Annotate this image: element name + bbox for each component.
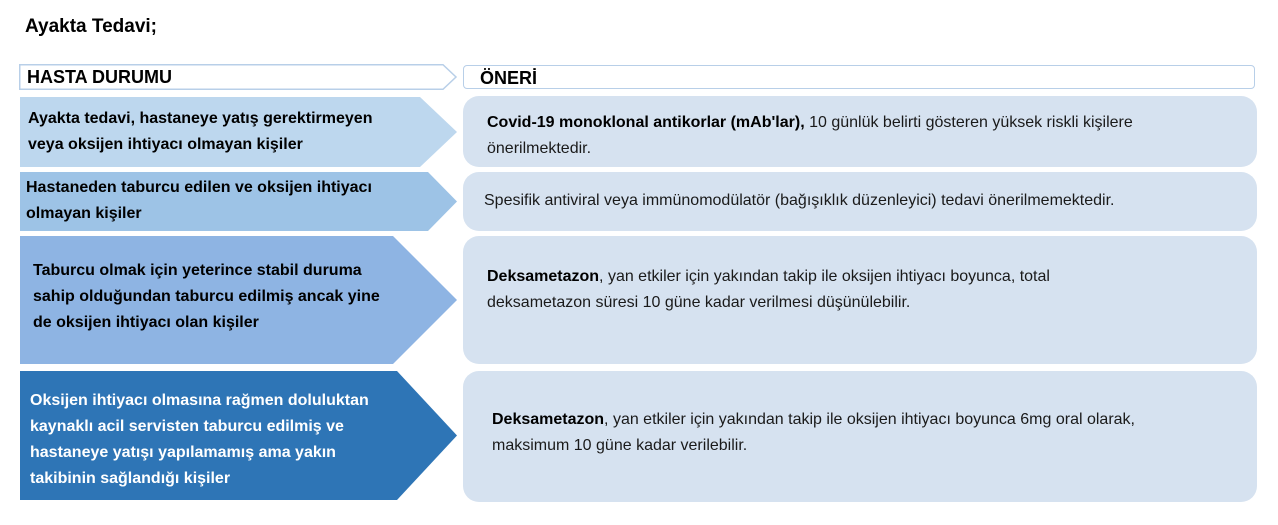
condition-4-line-3: hastaneye yatışı yapılamamış ama yakın <box>30 444 336 461</box>
header-right-label: ÖNERİ <box>480 68 538 88</box>
condition-3-line-2: sahip olduğundan taburcu edilmiş ancak yine <box>33 288 380 305</box>
condition-2-line-1: Hastaneden taburcu edilen ve oksijen ihtiyacı <box>26 179 372 196</box>
recommendation-4-line-1: , yan etkiler için yakından takip ile oksijen ihtiyacı boyunca 6mg oral olarak, <box>604 411 1135 428</box>
header-left-label: HASTA DURUMU <box>27 67 172 87</box>
condition-4-line-2: kaynaklı acil servisten taburcu edilmiş ve <box>30 418 344 435</box>
condition-arrow-3 <box>20 236 460 364</box>
condition-4-line-1: Oksijen ihtiyacı olmasına rağmen doluluktan <box>30 392 369 409</box>
page-title: Ayakta Tedavi; <box>25 16 157 37</box>
recommendation-1-bold: Covid-19 monoklonal antikorlar (mAb'lar), <box>487 114 805 131</box>
recommendation-3-line-1: , yan etkiler için yakından takip ile oksijen ihtiyacı boyunca, total <box>599 268 1050 285</box>
recommendation-3-bold: Deksametazon <box>487 268 600 285</box>
recommendation-1-line-2: önerilmektedir. <box>487 140 592 157</box>
recommendation-3-line-2: deksametazon süresi 10 güne kadar verilmesi düşünülebilir. <box>487 294 911 311</box>
recommendation-box-4 <box>463 371 1257 502</box>
recommendation-1-line-1: 10 günlük belirti gösteren yüksek riskli kişilere <box>804 114 1133 131</box>
condition-2-line-2: olmayan kişiler <box>26 205 142 222</box>
condition-arrow-2 <box>20 172 460 231</box>
header-oneri <box>463 65 1255 89</box>
condition-4-line-4: takibinin sağlandığı kişiler <box>30 470 231 487</box>
condition-arrow-1 <box>20 97 460 167</box>
recommendation-4-line-2: maksimum 10 güne kadar verilebilir. <box>492 437 748 454</box>
recommendation-box-3 <box>463 236 1257 364</box>
recommendation-box-2 <box>463 172 1257 231</box>
recommendation-2-line-1: Spesifik antiviral veya immünomodülatör (bağışıklık düzenleyici) tedavi önerilmemektedir. <box>484 192 1115 209</box>
recommendation-box-1 <box>463 96 1257 167</box>
condition-1-line-2: veya oksijen ihtiyacı olmayan kişiler <box>28 136 303 153</box>
condition-1-line-1: Ayakta tedavi, hastaneye yatış gerektirmeyen <box>28 110 373 127</box>
header-hasta-durumu <box>19 64 457 90</box>
recommendation-4-bold: Deksametazon <box>492 411 605 428</box>
condition-3-line-3: de oksijen ihtiyacı olan kişiler <box>33 314 259 331</box>
condition-arrow-4 <box>20 371 460 500</box>
condition-3-line-1: Taburcu olmak için yeterince stabil duruma <box>33 262 362 279</box>
